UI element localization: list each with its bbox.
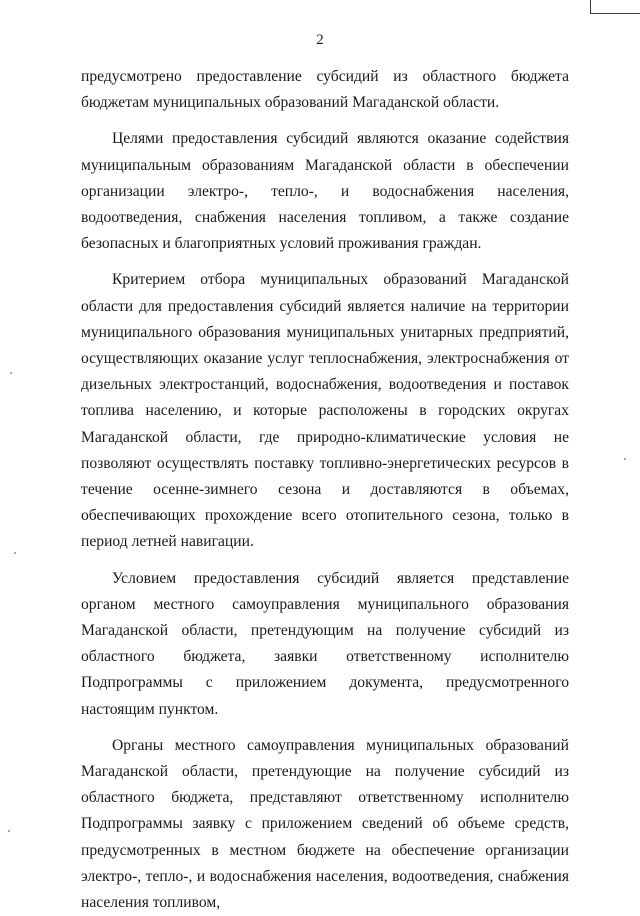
- scan-corner-mark: [590, 0, 640, 14]
- page-number: 2: [316, 32, 324, 48]
- paragraph-selection-criterion: Критерием отбора муниципальных образований Магаданской области для предоставления субсидий является наличие на территории муниципального образования муниципальных унитарных предприятий, осуществляющих оказание услуг теплоснабжения, электроснабжения от дизельных электростанций, водоснабжения, водоотведения и поставок топлива населению, и которые расположены в городских округах Магаданской области, где природно-климатические условия не позволяют осуществлять поставку топливно-энергетических ресурсов в течение осенне-зимнего сезона и доставляются в объемах, обеспечивающих прохождение всего отопительного сезона, только в период летней навигации.: [81, 271, 569, 551]
- scan-speck: [10, 372, 12, 374]
- paragraph-application: Органы местного самоуправления муниципальных образований Магаданской области, претендующие на получение субсидий из областного бюджета, представляют ответственному исполнителю Подпрограммы заявку с приложением сведений об объеме средств, предусмотренных в местном бюджете на обеспечение организации электро-, тепло-, и водоснабжения населения, водоотведения, снабжения населения топливом,: [81, 736, 569, 912]
- scan-speck: [14, 552, 16, 554]
- scan-speck: [624, 458, 626, 460]
- paragraph-condition: Условием предоставления субсидий является представление органом местного самоуправления муниципального образования Магаданской области, претендующим на получение субсидий из областного бюджета, заявки ответственному исполнителю Подпрограммы с приложением документа, предусмотренного настоящим пунктом.: [81, 569, 569, 718]
- document-body: [81, 64, 569, 916]
- scan-speck: [8, 830, 10, 832]
- paragraph-continuation: предусмотрено предоставление субсидий из областного бюджета бюджетам муниципальных образований Магаданской области.: [81, 68, 569, 112]
- paragraph-goals: Целями предоставления субсидий являются оказание содействия муниципальным образованиям Магаданской области в обеспечении организации электро-, тепло-, и водоснабжения населения, водоотведения, снабжения населения топливом, а также создание безопасных и благоприятных условий проживания граждан.: [81, 130, 569, 253]
